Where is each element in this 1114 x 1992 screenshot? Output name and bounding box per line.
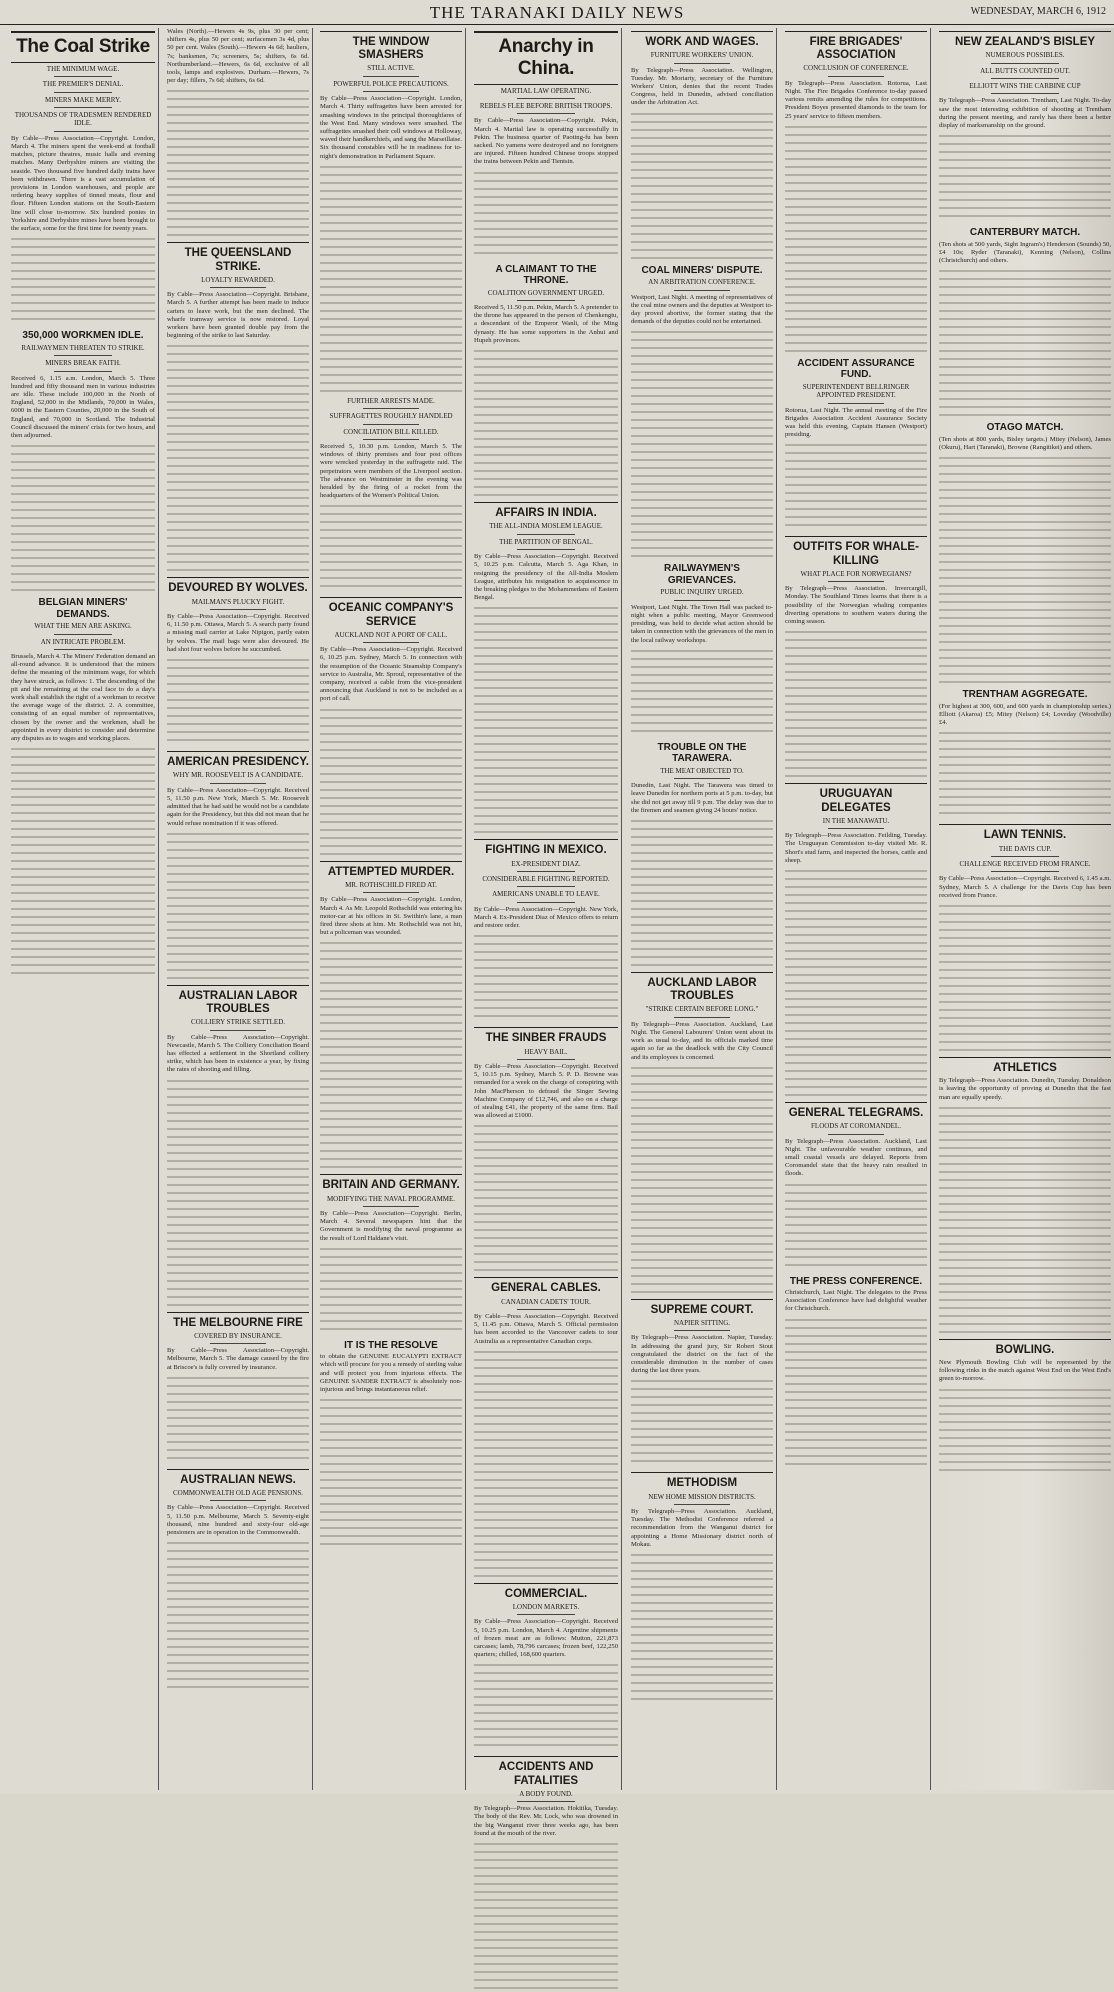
article-body: (Ten shots at 800 yards, Bisley targets.) Mitey (Nelson), James (Okuru), Hart (Taranaki), Browne (Rangitikei) and others. — [939, 435, 1111, 452]
article-headline: COAL MINERS' DISPUTE. — [641, 264, 763, 276]
article-headline: ATTEMPTED MURDER. — [320, 861, 462, 879]
text-lines — [631, 1551, 773, 1701]
divider — [54, 92, 112, 93]
article — [164, 751, 312, 982]
article-subhead: AN INTRICATE PROBLEM. — [40, 637, 126, 646]
article-subhead: MARTIAL LAW OPERATING. — [500, 86, 592, 95]
article-body: By Cable—Press Association—Copyright. London, March 4. Thirty suffragettes have been arrested for smashing windows in the principal thoroughfares of the West End. Many windows were smashed. The suffragettes smashed their cell windows at Holloway, waved their handkerchiefs, and sang the Marseillaise. Six thousand constables will be in readiness for to-night's demonstration in Parliament Square. — [320, 95, 462, 160]
article — [164, 242, 312, 574]
article-body: By Cable—Press Association—Copyright. Received 6, 10.25 p.m. Sydney, March 5. In connection with the resumption of the Oceanic Steamship Company's service to Australia, Mr. Sproul, representative of the company, received a cable from the vice-president announcing that Auckland is not to be included as a port of call. — [320, 646, 462, 703]
article-body: Westport, Last Night. A meeting of representatives of the coal mine owners and the deputies at Westport to-day proved abortive, the former stating that the demands of the deputies could not be entertained. — [631, 293, 773, 326]
divider — [517, 98, 575, 99]
article-headline: GENERAL TELEGRAMS. — [785, 1102, 927, 1120]
article-headline: THE QUEENSLAND STRIKE. — [167, 242, 309, 273]
article-subhead: STILL ACTIVE. — [367, 64, 415, 73]
divider — [363, 439, 420, 440]
text-lines — [167, 830, 309, 980]
divider — [517, 1614, 575, 1615]
article-subhead: THE DAVIS CUP. — [998, 844, 1052, 853]
article-headline: METHODISM — [631, 1472, 773, 1490]
divider — [991, 856, 1060, 857]
text-lines — [785, 123, 927, 353]
divider — [517, 534, 575, 535]
text-lines — [11, 442, 155, 592]
text-lines — [167, 87, 309, 237]
divider — [210, 1500, 267, 1501]
article-body: By Telegraph—Press Association. Rotorua, Last Night. The Fire Brigades Conference to-day passed various remits amending the rules for competitions. President Boyes presented diamonds to the team for 25 years' service to fifteen members. — [785, 79, 927, 120]
article-headline: BRITAIN AND GERMANY. — [320, 1174, 462, 1192]
article-headline: OTAGO MATCH. — [986, 422, 1064, 434]
divider — [54, 131, 112, 132]
text-lines — [785, 1181, 927, 1271]
article-headline: ATHLETICS — [939, 1057, 1111, 1075]
article — [936, 1057, 1114, 1336]
article — [8, 330, 158, 594]
divider — [517, 1801, 575, 1802]
article-subhead: FLOODS AT COROMANDEL. — [811, 1122, 901, 1131]
divider — [674, 63, 731, 64]
article-subhead: THOUSANDS OF TRADESMEN RENDERED IDLE. — [14, 111, 152, 128]
text-lines — [167, 1374, 309, 1464]
divider — [828, 76, 885, 77]
article-headline: THE PRESS CONFERENCE. — [789, 1275, 923, 1287]
text-lines — [785, 867, 927, 1097]
divider — [363, 408, 420, 409]
article-subhead: WHAT THE MEN ARE ASKING. — [34, 622, 132, 631]
issue-date: WEDNESDAY, MARCH 6, 1912 — [970, 6, 1106, 17]
article — [628, 265, 776, 561]
article-body: By Telegraph—Press Association. Napier, Tuesday. In addressing the grand jury, Sir Robert Stout congratulated the district on the fact of the considerable diminution in the number of cases during the last three years. — [631, 1334, 773, 1375]
divider — [674, 778, 731, 779]
article-subhead: RAILWAYMEN THREATEN TO STRIKE. — [21, 343, 145, 352]
divider — [991, 871, 1060, 872]
article-subhead: CONCILIATION BILL KILLED. — [343, 427, 439, 436]
article-subhead: NUMEROUS POSSIBLES. — [985, 51, 1065, 60]
divider — [517, 902, 575, 903]
article-subhead: EX-PRESIDENT DIAZ. — [511, 859, 581, 868]
article-headline: The Coal Strike — [11, 31, 155, 63]
article-body: By Cable—Press Association—Copyright. Melbourne, March 5. The damage caused by the fire at Briscoe's is fully covered by insurance. — [167, 1347, 309, 1371]
article-headline: BOWLING. — [939, 1339, 1111, 1357]
text-lines — [167, 656, 309, 746]
article-body: By Telegraph—Press Association. Trentham, Last Night. To-day saw the most interesting exhibition of shooting at Trentham during the present meeting, and rarely has there been a better display of marksmanship on the ground. — [939, 97, 1111, 129]
divider — [54, 355, 112, 356]
divider — [363, 642, 420, 643]
article-body: By Cable—Press Association—Copyright. Brisbane, March 5. A further attempt has been made to induce carters to leave work, but the men declined. The wharfe tramway service is now restored. Loyal workers have been granted double pay from the beginning of the strike to last Saturday. — [167, 291, 309, 340]
article-headline: A CLAIMANT TO THE THRONE. — [495, 263, 597, 287]
article-headline: THE SINBER FRAUDS — [474, 1027, 618, 1045]
article-subhead: MINERS BREAK FAITH. — [45, 359, 121, 368]
article-headline: ACCIDENT ASSURANCE FUND. — [797, 357, 915, 381]
article-body: Rotorua, Last Night. The annual meeting of the Fire Brigades Association Accident Assurance Society was held this evening, Captain Hansen (Westport) presiding. — [785, 406, 927, 439]
article — [471, 1756, 621, 1992]
article-headline: 350,000 WORKMEN IDLE. — [22, 330, 144, 342]
divider — [517, 1059, 575, 1060]
divider — [674, 290, 731, 291]
article — [936, 227, 1114, 419]
article-subhead: CONSIDERABLE FIGHTING REPORTED. — [482, 874, 610, 883]
text-lines — [631, 328, 773, 558]
article — [164, 577, 312, 748]
article-body: By Cable—Press Association—Copyright. Received 6, 1.45 a.m. Sydney, March 5. A challenge for the Davis Cup has been received from France. — [939, 875, 1111, 899]
article — [8, 597, 158, 977]
article — [936, 31, 1114, 224]
article-body: By Cable—Press Association—Copyright. London, March 4. The miners spent the week-end at football matches, picture theatres, music halls and evening matches. Many Derbyshire miners are visiting the seaside. Two thousand five hundred daily trains have been withdrawn. There is a vast accumulation of provisions in London warehouses, and people are ordering heavy supplies of tinned meats, flour and flour. Fifteen London stations on the South-Eastern line will close to-morrow. Six hundred ponies in Yorkshire and Derbyshire mines have been brought to the surface, some for the first time for twenty years. — [11, 134, 155, 233]
article-body: By Cable—Press Association—Copyright. London, March 4. As Mr. Leopold Rothschild was entering his motor-car at his offices in St. Swithin's lane, a man fired three shots at him. Mr. Rothschild was not hit, but a policeman was wounded. — [320, 896, 462, 937]
article-body: By Cable—Press Association—Copyright. Received 6, 11.50 p.m. Ottawa, March 5. A search party found a missing mail carrier at Lake Nipigon, partly eaten by wolves. The mail bags were also devoured. He had shot four wolves before he succumbed. — [167, 613, 309, 653]
column-6 — [782, 28, 931, 1790]
divider — [991, 78, 1060, 79]
article — [628, 972, 776, 1296]
article-headline: WORK AND WAGES. — [631, 31, 773, 49]
article-subhead: MAILMAN'S PLUCKY FIGHT. — [191, 597, 285, 606]
article-subhead: POWERFUL POLICE PRECAUTIONS. — [333, 79, 449, 88]
divider — [363, 76, 420, 77]
article-headline: GENERAL CABLES. — [474, 1277, 618, 1295]
article-body: By Cable—Press Association—Copyright. Received 5, 10.25 p.m. Calcutta, March 5. Aga Khan, in resigning the presidency of the All-India Moslem League, attributes his resignation to acquiescence in the breaking pledges to the Mohammedans of Eastern Bengal. — [474, 553, 618, 602]
article-subhead: FURNITURE WORKERS' UNION. — [650, 51, 754, 60]
article-subhead: THE MEAT OBJECTED TO. — [660, 766, 744, 775]
article-subhead: ELLIOTT WINS THE CARBINE CUP — [969, 82, 1081, 90]
column-7 — [936, 28, 1114, 1790]
newspaper-title: THE TARANAKI DAILY NEWS — [429, 3, 685, 22]
text-lines — [11, 745, 155, 975]
article — [471, 264, 621, 499]
article — [317, 31, 465, 395]
text-lines — [939, 132, 1111, 222]
article-subhead: COVERED BY INSURANCE. — [194, 1331, 282, 1340]
article-subhead: CANADIAN CADETS' TOUR. — [501, 1297, 591, 1306]
divider — [828, 828, 885, 829]
divider — [54, 649, 112, 650]
article-subhead: LOYALTY REWARDED. — [201, 275, 275, 284]
text-lines — [474, 1661, 618, 1751]
article-headline: CANTERBURY MATCH. — [969, 227, 1081, 239]
article-headline: AUCKLAND LABOR TROUBLES — [631, 972, 773, 1003]
article-subhead: THE ALL-INDIA MOSLEM LEAGUE. — [489, 522, 603, 531]
article-body: By Cable—Press Association—Copyright. Pekin, March 4. Martial law is operating successfully in Pekin. The business quarter of Paoting-fu has been sacked. No yamens were destroyed and no foreigners are injured. Fifteen hundred Chinese troops stopped the trains between Pekin and Tientsin. — [474, 117, 618, 166]
article-subhead: MR. ROTHSCHILD FIRED AT. — [345, 880, 437, 889]
article-subhead: A BODY FOUND. — [519, 1789, 573, 1798]
article-body: New Plymouth Bowling Club will be represented by the following rinks in the match against West End on the West End's green to-morrow. — [939, 1358, 1111, 1383]
divider — [517, 1309, 575, 1310]
divider — [363, 892, 420, 893]
article-subhead: IN THE MANAWATU. — [822, 816, 890, 825]
article — [936, 824, 1114, 1054]
text-lines — [474, 604, 618, 834]
divider — [363, 1206, 420, 1207]
divider — [517, 113, 575, 114]
text-lines — [167, 1539, 309, 1689]
article — [782, 31, 930, 355]
text-lines — [939, 902, 1111, 1052]
article-subhead: SUPERINTENDENT BELLRINGER APPOINTED PRESIDENT. — [802, 382, 910, 400]
article-body: By Telegraph—Press Association. Feilding, Tuesday. The Uruguayan Commission to-day visited Mr. R. Short's stud farm, and inspected the horses, cattle and sheep. — [785, 832, 927, 864]
divider — [517, 886, 575, 887]
article — [628, 563, 776, 738]
article — [8, 31, 158, 327]
article-headline: AUSTRALIAN NEWS. — [167, 1469, 309, 1487]
article-subhead: SUFFRAGETTES ROUGHLY HANDLED — [329, 412, 453, 421]
divider — [363, 91, 420, 92]
divider — [828, 581, 885, 582]
article-body: Wales (North).—Hewers 4s 9s, plus 30 per cent; shifters 4s, plus 50 per cent; surfacemen 3s 4d, plus 50 per cent. Wales (South).—Hewers 4s 6d; hauliers, 7s; banksmen, 7s; screeners, 5s; shifters, 6s 6d. Northumberland.—Hewers, 6s 6d, exclusive of all tools, lamps and explosives. Durham.—Hewers, 7s per day; fillers, 7s 6d; shifters, 6s 6d. — [167, 28, 309, 85]
article-headline: NEW ZEALAND'S BISLEY — [939, 31, 1111, 49]
text-lines — [11, 235, 155, 325]
text-lines — [320, 502, 462, 592]
divider — [210, 1343, 267, 1344]
article-body: By Telegraph—Press Association. Auckland, Last Night. The unfavourable weather continues, and small coastal vessels are delayed. Reports from Coromandel state that the heavy rain resulted in floods. — [785, 1137, 927, 1178]
article — [936, 422, 1114, 686]
text-lines — [939, 1386, 1111, 1476]
text-lines — [320, 1396, 462, 1546]
article-subhead: "STRIKE CERTAIN BEFORE LONG." — [645, 1005, 759, 1014]
article-subhead: MODIFYING THE NAVAL PROGRAMME. — [326, 1194, 456, 1203]
article — [936, 1339, 1114, 1478]
column-4 — [471, 28, 622, 1837]
text-lines — [939, 267, 1111, 417]
article-headline: OCEANIC COMPANY'S SERVICE — [320, 597, 462, 628]
article-body: Christchurch, Last Night. The delegates to the Press Association Conference have had delightful weather for Christchurch. — [785, 1289, 927, 1313]
text-lines — [320, 1245, 462, 1335]
article — [164, 1312, 312, 1466]
text-lines — [631, 1377, 773, 1467]
article-headline: AUSTRALIAN LABOR TROUBLES — [167, 985, 309, 1016]
text-lines — [474, 1348, 618, 1578]
article-headline: TRENTHAM AGGREGATE. — [962, 689, 1088, 701]
divider — [210, 609, 267, 610]
text-lines — [474, 932, 618, 1022]
article — [628, 1472, 776, 1703]
text-lines — [474, 1840, 618, 1990]
column-1 — [8, 28, 159, 1790]
article-subhead: LONDON MARKETS. — [512, 1602, 580, 1611]
article-body: By Cable—Press Association—Copyright. Berlin, March 4. Several newspapers hint that the Government is modifying the naval programme as the result of Lord Haldane's visit. — [320, 1209, 462, 1242]
text-lines — [631, 1064, 773, 1294]
article-body: By Cable—Press Association—Copyright. Received 5, 11.50 p.m. New York, March 5. Mr. Roosevelt admitted that he had said he would not be a candidate again for the Presidency, but this did not mean that he would refuse nomination if it was offered. — [167, 786, 309, 827]
article-headline: BELGIAN MINERS' DEMANDS. — [38, 597, 128, 620]
article-body: By Telegraph—Press Association. Dunedin, Tuesday. Donaldson is leaving the opportunity of proving at Dunedin that the fast man are equally speedy. — [939, 1077, 1111, 1101]
text-lines — [785, 1316, 927, 1466]
text-lines — [785, 441, 927, 531]
article-subhead: FURTHER ARRESTS MADE. — [347, 396, 435, 405]
divider — [991, 93, 1060, 94]
article-body: (Ten shots at 500 yards, Sight Ingram's) Henderson (Sounds) 50, £4 10s; Ryder (Taranaki), Kenning (Nelson), Collins (Christchurch) and others. — [939, 240, 1111, 265]
article — [471, 1277, 621, 1579]
divider — [210, 1030, 267, 1031]
article-body: Westport, Last Night. The Town Hall was packed to-night when a public meeting, Mayor Greenwood presiding, was held to decide what action should be taken in connection with the grievances of the men in the local railway workshops. — [631, 603, 773, 644]
article-body: Received 5, 10.30 p.m. London, March 5. The windows of thirty premises and four post offices were wrecked yesterday in the suffragette raid. The perpetrators were members of the Liverpool section. The advance on Westminster in the evening was heralded by the firing of a rocket from the headquarters of the Women's Political Union. — [320, 443, 462, 500]
divider — [674, 1504, 731, 1505]
article-body: By Telegraph—Press Association. Invercargill, Monday. The Southland Times learns that there is a possibility of the Norwegian whaling companies diverting operations to southern waters during the coming season. — [785, 585, 927, 626]
divider — [54, 76, 112, 77]
article-headline: OUTFITS FOR WHALE-KILLING — [785, 536, 927, 567]
article — [471, 502, 621, 836]
article-headline: FIGHTING IN MEXICO. — [474, 839, 618, 857]
divider — [674, 1017, 731, 1018]
text-lines — [939, 729, 1111, 819]
article — [936, 689, 1114, 821]
text-lines — [631, 817, 773, 967]
article — [317, 1174, 465, 1336]
masthead — [0, 0, 1114, 25]
divider — [363, 424, 420, 425]
article-body: By Cable—Press Association—Copyright. Received 5, 10.25 p.m. London, March 4. Argentine shipments of frozen meat are as follows: Mutton, 221,873 carcases; lamb, 78,796 carcases; frozen beef, 122,250 quarters; chilled, 168,600 quarters. — [474, 1618, 618, 1659]
article-headline: AFFAIRS IN INDIA. — [474, 502, 618, 520]
article-headline: SUPREME COURT. — [631, 1299, 773, 1317]
article-subhead: NEW HOME MISSION DISTRICTS. — [648, 1492, 756, 1501]
article-body: Received 6, 1.15 a.m. London, March 5. Three hundred and fifty thousand men in various industries are idle. These include 100,000 in the North of England, 52,000 in the Midlands, 70,000 in Wales, 6000 in the Eastern Counties, 20,000 in the South of England, and 70,000 in Scotland. The Industrial Council discussed the miners' crisis for two hours, and then adjourned. — [11, 374, 155, 439]
divider — [517, 300, 575, 301]
article — [164, 1469, 312, 1691]
divider — [828, 1134, 885, 1135]
article-body: (For highest at 300, 600, and 600 yards in championship series.) Elliott (Akaroa) £5; Mitey (Nelson) £4; Loveday (Woodville) £4. — [939, 702, 1111, 727]
article — [164, 28, 312, 239]
article-subhead: PUBLIC INQUIRY URGED. — [660, 588, 744, 597]
article-headline: AMERICAN PRESIDENCY. — [167, 751, 309, 769]
column-2 — [164, 28, 313, 1790]
divider — [517, 549, 575, 550]
text-lines — [939, 1104, 1111, 1334]
article-headline: IT IS THE RESOLVE — [344, 1339, 438, 1351]
divider — [674, 1330, 731, 1331]
text-lines — [939, 454, 1111, 684]
divider — [674, 600, 731, 601]
article — [782, 1276, 930, 1468]
article-headline: THE MELBOURNE FIRE — [167, 1312, 309, 1330]
article-headline: ACCIDENTS AND FATALITIES — [474, 1756, 618, 1787]
article-body: By Cable—Press Association—Copyright. Received 5, 11.45 p.m. Ottawa, March 5. Official permission has been accorded to the Vancouver cadets to tour Australia as a representative Canadian corps. — [474, 1312, 618, 1345]
article — [628, 1299, 776, 1470]
article — [317, 1340, 465, 1549]
divider — [54, 634, 112, 635]
article-headline: DEVOURED BY WOLVES. — [167, 577, 309, 595]
article — [471, 31, 621, 261]
article-subhead: COLLIERY STRIKE SETTLED. — [190, 1018, 286, 1027]
article — [164, 985, 312, 1309]
article — [782, 783, 930, 1099]
column-3 — [317, 28, 466, 1790]
article-headline: RAILWAYMEN'S GRIEVANCES. — [664, 563, 740, 586]
article-subhead: WHAT PLACE FOR NORWEGIANS? — [800, 569, 912, 578]
article-body: By Cable—Press Association—Copyright. New York, March 4. Ex-President Diaz of Mexico offers to return and restore order. — [474, 905, 618, 930]
article-subhead: ALL BUTTS COUNTED OUT. — [980, 66, 1070, 75]
article — [628, 31, 776, 262]
article-subhead: NAPIER SITTING. — [674, 1319, 730, 1327]
text-lines — [785, 628, 927, 778]
article-subhead: THE PREMIER'S DENIAL. — [42, 80, 124, 89]
article-headline: Anarchy in China. — [474, 31, 618, 85]
text-lines — [631, 110, 773, 260]
article-subhead: AN ARBITRATION CONFERENCE. — [648, 278, 756, 287]
article-body: to obtain the GENUINE EUCALYPTI EXTRACT which will procure for you a remedy of sterling value and will protect you from injurious effects. The GENUINE SANDER EXTRACT is absolutely non-injurious and brings instantaneous relief. — [320, 1353, 462, 1394]
article — [471, 1027, 621, 1274]
article-body: Dunedin, Last Night. The Tarawera was timed to leave Dunedin for northern ports at 5 p.m. to-day, but she did not get away till 9 p.m. The delay was due to the firemen and seamen giving 24 hours' notice. — [631, 782, 773, 814]
article-subhead: THE PARTITION OF BENGAL. — [499, 537, 593, 546]
article-subhead: AMERICANS UNABLE TO LEAVE. — [492, 890, 600, 899]
text-lines — [320, 939, 462, 1169]
article-body: By Telegraph—Press Association. Hokitika, Tuesday. The body of the Rev. Mr. Lock, who was drowned in the big Wanganui river three weeks ago, has been found at the mouth of the river. — [474, 1805, 618, 1837]
article — [471, 1583, 621, 1754]
article-headline: COMMERCIAL. — [474, 1583, 618, 1601]
text-lines — [167, 342, 309, 572]
article-subhead: CONCLUSION OF CONFERENCE. — [803, 64, 909, 73]
article-headline: FIRE BRIGADES' ASSOCIATION — [785, 31, 927, 62]
text-lines — [320, 706, 462, 856]
article-body: By Telegraph—Press Association. Auckland, Tuesday. The Methodist Conference referred a recommendation from the Wanganui district for appointing a Home Missionary district north of Mokau. — [631, 1508, 773, 1548]
article-subhead: HEAVY BAIL. — [524, 1047, 568, 1056]
divider — [54, 371, 112, 372]
article-subhead: AUCKLAND NOT A PORT OF CALL. — [334, 630, 448, 639]
column-5 — [628, 28, 777, 1790]
article — [782, 1102, 930, 1273]
article-headline: URUGUAYAN DELEGATES — [785, 783, 927, 814]
divider — [991, 63, 1060, 64]
article-body: By Cable—Press Association—Copyright. Received 5, 11.50 p.m. Melbourne, March 5. Seventy-eight thousand, nine hundred and sixty-four old-age pensioners are in operation in the Commonwealth. — [167, 1504, 309, 1536]
article-body: By Cable—Press Association—Copyright. Received 5, 10.15 p.m. Sydney, March 5. P. D. Browne was remanded for a week on the charge of conspiring with John MacPherson to defraud the Singer Sewing Machine Company of £12,746, and also on a charge of stealing £41, the property of the same firm. Bail was allowed at £1000. — [474, 1062, 618, 1120]
divider — [517, 871, 575, 872]
article-subhead: REBELS FLEE BEFORE BRITISH TROOPS. — [479, 102, 613, 111]
article-subhead: COALITION GOVERNMENT URGED. — [487, 288, 605, 297]
divider — [210, 287, 267, 288]
article — [317, 597, 465, 857]
text-lines — [320, 163, 462, 393]
text-lines — [474, 169, 618, 259]
article — [628, 742, 776, 969]
divider — [828, 403, 885, 404]
article — [782, 536, 930, 780]
article — [471, 839, 621, 1024]
article-headline: THE WINDOW SMASHERS — [320, 31, 462, 62]
article-headline: LAWN TENNIS. — [939, 824, 1111, 842]
article — [782, 358, 930, 534]
article — [317, 397, 465, 595]
article-body: Received 5, 11.50 p.m. Pekin, March 5. A pretender to the throne has appeared in the person of Chenkengtu, a descendant of the Emperor Wanli, of the Ming dynasty. He has some supporters in the Anhui and Hupeh provinces. — [474, 304, 618, 344]
text-lines — [474, 347, 618, 497]
text-lines — [167, 1077, 309, 1307]
article-body: Brussels, March 4. The Miners' Federation demand an all-round advance. It is understood that the miners define the meaning of the minimum wage, for which they have struck, as follows: 1. The descending of the pit and the remaining at the coal face to do a day's work shall establish the right of a workman to receive the average wage of the district. 2. A committee, consisting of an equal number of representatives, chosen by the owner and the workmen, shall be appointed in every district to consider and determine any disputes as to wages and working places. — [11, 652, 155, 742]
article-subhead: THE MINIMUM WAGE. — [46, 64, 120, 73]
article-subhead: WHY MR. ROOSEVELT IS A CANDIDATE. — [172, 771, 304, 780]
text-lines — [474, 1122, 618, 1272]
article-subhead: MINERS MAKE MERRY. — [45, 95, 121, 104]
divider — [54, 107, 112, 108]
text-lines — [631, 647, 773, 737]
article — [317, 861, 465, 1172]
article-subhead: CHALLENGE RECEIVED FROM FRANCE. — [959, 859, 1091, 868]
article-body: By Telegraph—Press Association. Auckland, Last Night. The General Labourers' Union went about its work as usual to-day, and its officials marked time again so far as the deadlock with the City Council and its employees is concerned. — [631, 1020, 773, 1061]
article-headline: TROUBLE ON THE TARAWERA. — [657, 741, 747, 765]
article-body: By Cable—Press Association—Copyright. Newcastle, March 5. The Colliery Conciliation Board has effected a settlement in the Shortland colliery strike, which has been in existence a year, by fixing the rates of shooting and filling. — [167, 1033, 309, 1074]
article-body: By Telegraph—Press Association. Wellington, Tuesday. Mr. Moriarty, secretary of the Furniture Workers' Union, denies that the recent Trades Congress, held in Dunedin, advised conciliation under the Arbitration Act. — [631, 66, 773, 107]
article-subhead: COMMONWEALTH OLD AGE PENSIONS. — [172, 1489, 304, 1497]
divider — [210, 783, 267, 784]
